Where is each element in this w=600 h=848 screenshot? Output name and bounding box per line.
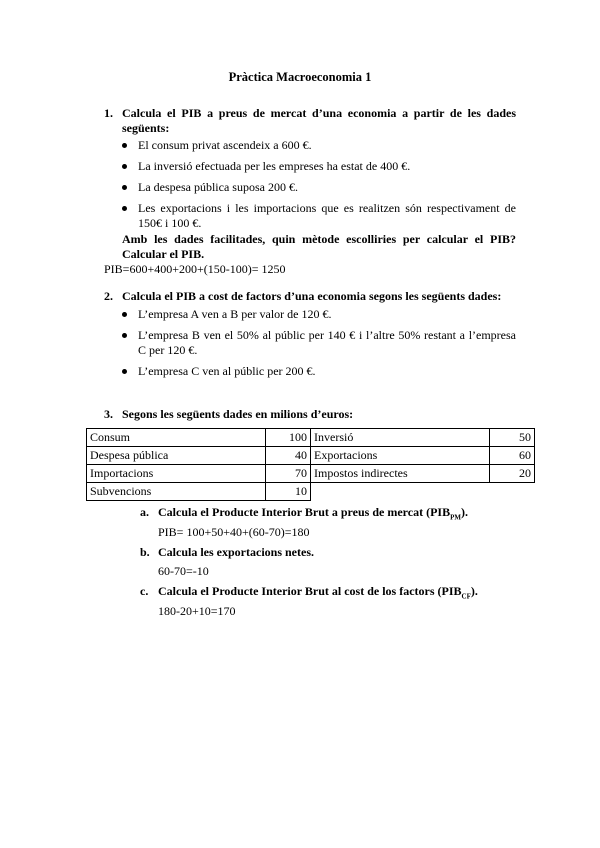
subquestion-c-answer: 180-20+10=170 <box>158 604 236 618</box>
table-cell-empty <box>490 483 535 501</box>
subquestion-text: Calcula el Producte Interior Brut al cost de los factors $(PIB_{CF})$. <box>158 584 478 601</box>
table-cell-empty <box>311 483 490 501</box>
subquestion-c <box>140 584 520 604</box>
table-cell: Importacions <box>87 465 266 483</box>
table-cell: 50 <box>490 429 535 447</box>
list-item: Les exportacions i les importacions que es realitzen són respectivament de 150€ i 100 €. <box>122 201 516 231</box>
subquestion-a <box>140 505 520 525</box>
data-table <box>86 428 535 501</box>
question-text: Segons les següents dades en milions d’euros: <box>122 407 354 421</box>
list-item: El consum privat ascendeix a 600 €. <box>122 138 516 153</box>
table-row <box>87 429 535 447</box>
subquestion-b <box>140 545 520 560</box>
table-cell: Despesa pública <box>87 447 266 465</box>
table-row <box>87 465 535 483</box>
table-cell: 20 <box>490 465 535 483</box>
table-cell: 10 <box>266 483 311 501</box>
q1-bullet-list <box>122 138 516 237</box>
list-item: La inversió efectuada per les empreses ha estat de 400 €. <box>122 159 516 174</box>
page-title: Pràctica Macroeconomia 1 <box>228 70 372 84</box>
question-1 <box>104 106 516 136</box>
table-cell: 60 <box>490 447 535 465</box>
bullet-icon <box>122 164 127 169</box>
subquestion-text: Calcula el Producte Interior Brut a preus de mercat $(PIB_{PM})$. <box>158 505 468 522</box>
question-text: Calcula el PIB a preus de mercat d’una economia a partir de les dades següents: <box>122 106 516 135</box>
bullet-icon <box>122 369 127 374</box>
question-text: Calcula el PIB a cost de factors d’una economia segons les següents dades: <box>122 289 502 303</box>
question-number: 1. <box>104 106 113 120</box>
table-row <box>87 447 535 465</box>
bullet-icon <box>122 206 127 211</box>
table-cell: Impostos indirectes <box>311 465 490 483</box>
subquestion-letter: c. <box>140 584 149 598</box>
question-number: 2. <box>104 289 113 303</box>
bullet-icon <box>122 312 127 317</box>
table-cell: 40 <box>266 447 311 465</box>
q1-answer: PIB=600+400+200+(150-100)= 1250 <box>104 262 286 276</box>
bullet-icon <box>122 143 127 148</box>
table-cell: Consum <box>87 429 266 447</box>
question-3 <box>104 407 516 422</box>
subquestion-a-answer: PIB= 100+50+40+(60-70)=180 <box>158 525 310 539</box>
q2-bullet-list <box>122 307 516 385</box>
bullet-icon <box>122 333 127 338</box>
table-cell: Inversió <box>311 429 490 447</box>
list-item: L’empresa B ven el 50% al públic per 140 € i l’altre 50% restant a l’empresa C per 120 €. <box>122 328 516 358</box>
subquestion-letter: b. <box>140 545 150 559</box>
subquestion-letter: a. <box>140 505 149 519</box>
list-item: L’empresa A ven a B per valor de 120 €. <box>122 307 516 322</box>
table-cell: Exportacions <box>311 447 490 465</box>
table-cell: Subvencions <box>87 483 266 501</box>
table-row <box>87 483 535 501</box>
list-item: La despesa pública suposa 200 €. <box>122 180 516 195</box>
bullet-icon <box>122 185 127 190</box>
subquestion-text: Calcula les exportacions netes. <box>158 545 314 559</box>
question-number: 3. <box>104 407 113 421</box>
table-cell: 70 <box>266 465 311 483</box>
question-2 <box>104 289 516 304</box>
q1-method-question: Amb les dades facilitades, quin mètode escolliries per calcular el PIB? Calcular el PIB. <box>122 232 516 261</box>
subquestion-b-answer: 60-70=-10 <box>158 564 209 578</box>
table-cell: 100 <box>266 429 311 447</box>
list-item: L’empresa C ven al públic per 200 €. <box>122 364 516 379</box>
